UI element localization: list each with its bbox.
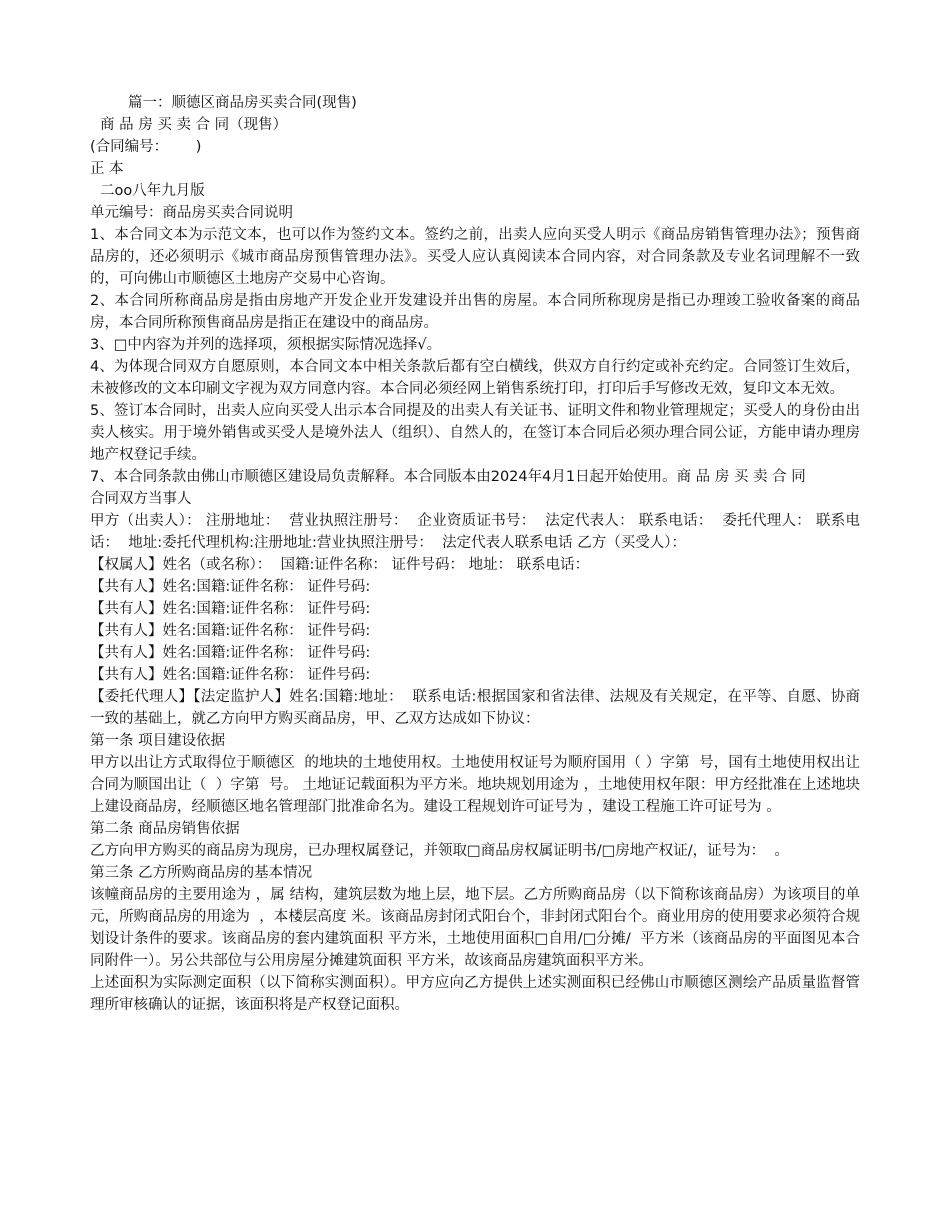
party-a: 甲方（出卖人）： 注册地址： 营业执照注册号： 企业资质证书号： 法定代表人： 联系电话： 委托代理人： 联系电话： 地址:委托代理机构:注册地址:营业执照注册号： 法定代表人联系电话 乙方（买受人）： (90, 513, 860, 551)
co-owner-line-4: 【共有人】姓名:国籍:证件名称： 证件号码: (90, 645, 371, 661)
article-1-heading: 第一条 项目建设依据 (90, 733, 226, 749)
parties-heading: 合同双方当事人 (90, 491, 192, 507)
note-3: 3、□中内容为并列的选择项，须根据实际情况选择√。 (90, 337, 442, 353)
note-7: 7、本合同条款由佛山市顺德区建设局负责解释。本合同版本由2024年4月1日起开始使用。商 品 房 买 卖 合 同 (90, 469, 806, 485)
unit-number: 单元编号：商品房买卖合同说明 (90, 205, 293, 221)
co-owner-line-3: 【共有人】姓名:国籍:证件名称： 证件号码: (90, 623, 371, 639)
edition-date: 二oo八年九月版 (100, 183, 205, 199)
article-2-body: 乙方向甲方购买的商品房为现房，已办理权属登记，并领取□商品房权属证明书/□房地产权证/，证号为： 。 (90, 843, 789, 859)
article-1-body: 甲方以出让方式取得位于顺德区 的地块的土地使用权。土地使用权证号为顺府国用（ ）字第 号，国有土地使用权出让合同为顺国出让（ ）字第 号。 土地证记载面积为平方米。地块规划用途为 ，土地使用权年限：甲方经批准在上述地块上建设商品房，经顺德区地名管理部门批准命名为。建设工程规划许可证号为 ，建设工程施工许可证号为 。 (90, 755, 860, 815)
document-page (90, 92, 860, 1016)
contract-title: 商 品 房 买 卖 合 同（现售） (100, 117, 288, 133)
note-5: 5、签订本合同时，出卖人应向买受人出示本合同提及的出卖人有关证书、证明文件和物业管理规定；买受人的身份由出卖人核实。用于境外销售或买受人是境外法人（组织）、自然人的，在签订本合同后必须办理合同公证，方能申请办理房地产权登记手续。 (90, 403, 860, 463)
article-3-body: 该幢商品房的主要用途为 ，属 结构，建筑层数为地上层，地下层。乙方所购商品房（以下简称该商品房）为该项目的单元，所购商品房的用途为 ，本楼层高度 米。该商品房封闭式阳台个，非封闭式阳台个。商业用房的使用要求必须符合规划设计条件的要求。该商品房的套内建筑面积 平方米，土地使用面积□自用/□分摊/ 平方米（该商品房的平面图见本合同附件一）。另公共部位与公用房屋分摊建筑面积 平方米，故该商品房建筑面积平方米。 (90, 887, 860, 969)
co-owner-line-2: 【共有人】姓名:国籍:证件名称： 证件号码: (90, 601, 371, 617)
co-owner-line-5: 【共有人】姓名:国籍:证件名称： 证件号码: (90, 667, 371, 683)
note-1: 1、本合同文本为示范文本，也可以作为签约文本。签约之前，出卖人应向买受人明示《商品房销售管理办法》；预售商品房的，还必须明示《城市商品房预售管理办法》。买受人应认真阅读本合同内容，对合同条款及专业名词理解不一致的，可向佛山市顺德区土地房产交易中心咨询。 (90, 227, 860, 287)
article-3-heading: 第三条 乙方所购商品房的基本情况 (90, 865, 313, 881)
co-owner-line-1: 【共有人】姓名:国籍:证件名称： 证件号码: (90, 579, 371, 595)
note-4: 4、为体现合同双方自愿原则，本合同文本中相关条款后都有空白横线，供双方自行约定或补充约定。合同签订生效后，未被修改的文本印刷文字视为双方同意内容。本合同必须经网上销售系统打印，打印后手写修改无效，复印文本无效。 (90, 359, 860, 397)
copy-type: 正 本 (90, 161, 124, 177)
article-3-measure: 上述面积为实际测定面积（以下简称实测面积）。甲方应向乙方提供上述实测面积已经佛山市顺德区测绘产品质量监督管理所审核确认的证据，该面积将是产权登记面积。 (90, 975, 860, 1013)
contract-number: (合同编号： ) (90, 139, 202, 155)
note-2: 2、本合同所称商品房是指由房地产开发企业开发建设并出售的房屋。本合同所称现房是指已办理竣工验收备案的商品房，本合同所称预售商品房是指正在建设中的商品房。 (90, 293, 860, 331)
agent-line: 【委托代理人】【法定监护人】姓名:国籍:地址： 联系电话:根据国家和省法律、法规及有关规定，在平等、自愿、协商一致的基础上，就乙方向甲方购买商品房，甲、乙双方达成如下协议： (90, 689, 860, 727)
article-2-heading: 第二条 商品房销售依据 (90, 821, 240, 837)
owner-line: 【权属人】姓名（或名称）： 国籍:证件名称： 证件号码： 地址： 联系电话： (90, 557, 590, 573)
doc-heading: 篇一：顺德区商品房买卖合同(现售) (128, 95, 357, 111)
